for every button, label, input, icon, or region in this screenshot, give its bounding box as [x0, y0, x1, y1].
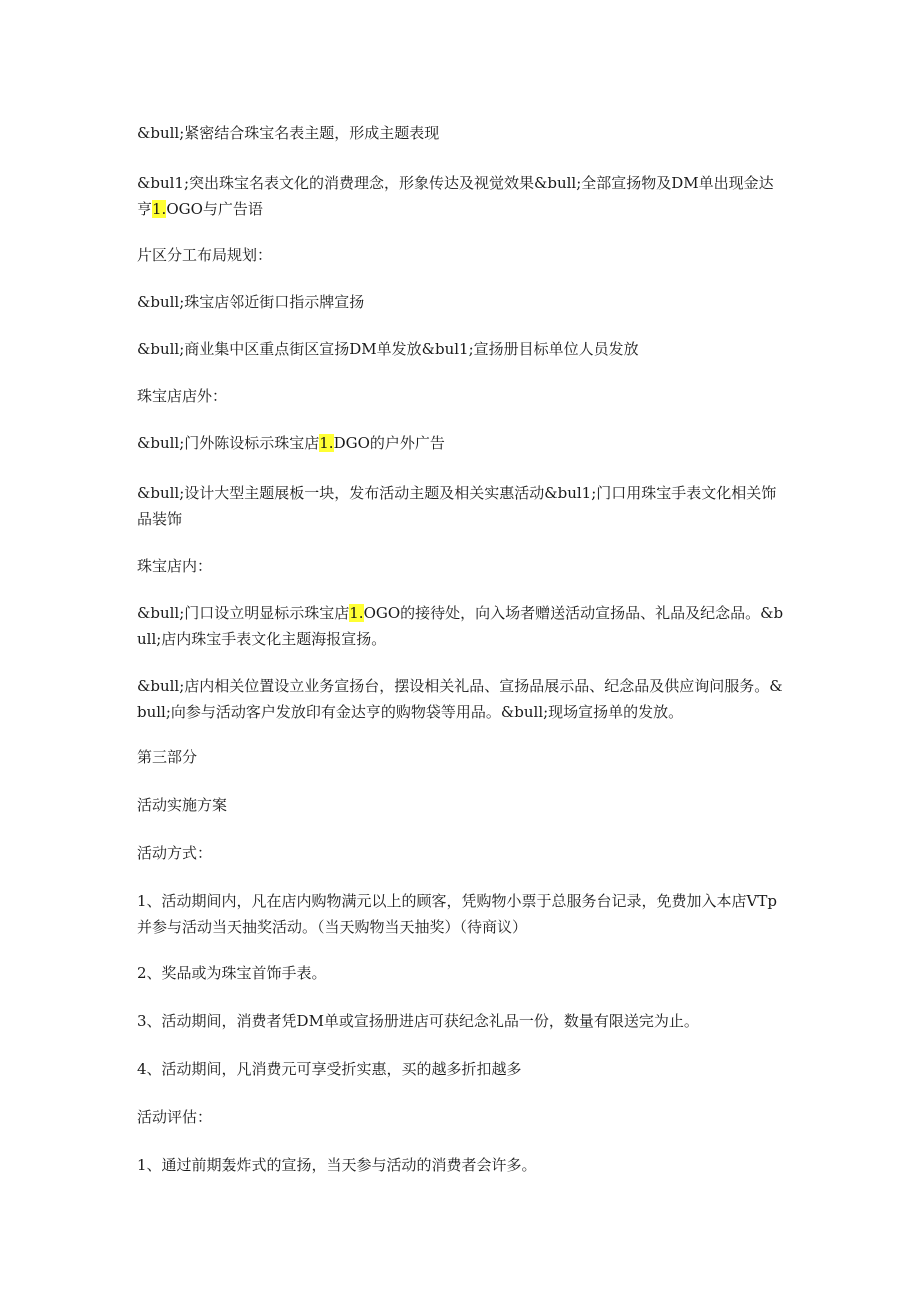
paragraph-10: [137, 600, 787, 652]
highlighted-text: 1.: [319, 434, 334, 452]
highlighted-text: 1.: [152, 200, 167, 218]
paragraph-1: &bull;紧密结合珠宝名表主题，形成主题表现: [137, 124, 440, 142]
paragraph-19: 活动评估：: [137, 1108, 213, 1126]
paragraph-5: &bull;商业集中区重点街区宣扬DM单发放&bul1;宣扬册目标单位人员发放: [137, 340, 639, 358]
highlighted-text: 1.: [349, 604, 364, 622]
paragraph-2: [137, 170, 787, 222]
paragraph-14: 活动方式：: [137, 844, 213, 862]
paragraph-13: 活动实施方案: [137, 796, 228, 814]
paragraph-16: 2、奖品或为珠宝首饰手表。: [137, 964, 327, 982]
paragraph-4: &bull;珠宝店邻近街口指示牌宣扬: [137, 293, 365, 311]
paragraph-11: &bull;店内相关位置设立业务宣扬台，摆设相关礼品、宣扬品展示品、纪念品及供应询问服务。&bull;向参与活动客户发放印有金达亨的购物袋等用品。&bull;现场宣扬单的发放。: [137, 677, 783, 721]
paragraph-6: 珠宝店店外：: [137, 387, 228, 405]
paragraph-10-text-a: &bull;门口设立明显标示珠宝店: [137, 604, 350, 622]
paragraph-2-text-b: OGO与广告语: [166, 200, 263, 218]
paragraph-15: 1、活动期间内，凡在店内购物满元以上的顾客，凭购物小票于总服务台记录，免费加入本店VTp并参与活动当天抽奖活动。（当天购物当天抽奖）（待商议）: [137, 892, 777, 936]
paragraph-9: 珠宝店内：: [137, 557, 213, 575]
paragraph-2-text-a: &bul1;突出珠宝名表文化的消费理念，形象传达及视觉效果&bull;全部宣扬物及DM单出现金达亨: [137, 174, 774, 218]
paragraph-3: 片区分工布局规划：: [137, 246, 273, 264]
paragraph-8: &bull;设计大型主题展板一块，发布活动主题及相关实惠活动&bul1;门口用珠宝手表文化相关饰品装饰: [137, 484, 777, 528]
paragraph-7: [137, 430, 787, 456]
paragraph-17: 3、活动期间，消费者凭DM单或宣扬册进店可获纪念礼品一份，数量有限送完为止。: [137, 1012, 699, 1030]
paragraph-18: 4、活动期间，凡消费元可享受折实惠，买的越多折扣越多: [137, 1060, 522, 1078]
paragraph-20: 1、通过前期轰炸式的宣扬，当天参与活动的消费者会许多。: [137, 1156, 537, 1174]
paragraph-7-text-a: &bull;门外陈设标示珠宝店: [137, 434, 320, 452]
paragraph-12: 第三部分: [137, 748, 198, 766]
paragraph-10-text-b: OGO的接待处，向入场者赠送活动宣扬品、礼品及纪念品。&bull;店内珠宝手表文化主题海报宣扬。: [137, 604, 784, 648]
paragraph-7-text-b: DGO的户外广告: [333, 434, 445, 452]
